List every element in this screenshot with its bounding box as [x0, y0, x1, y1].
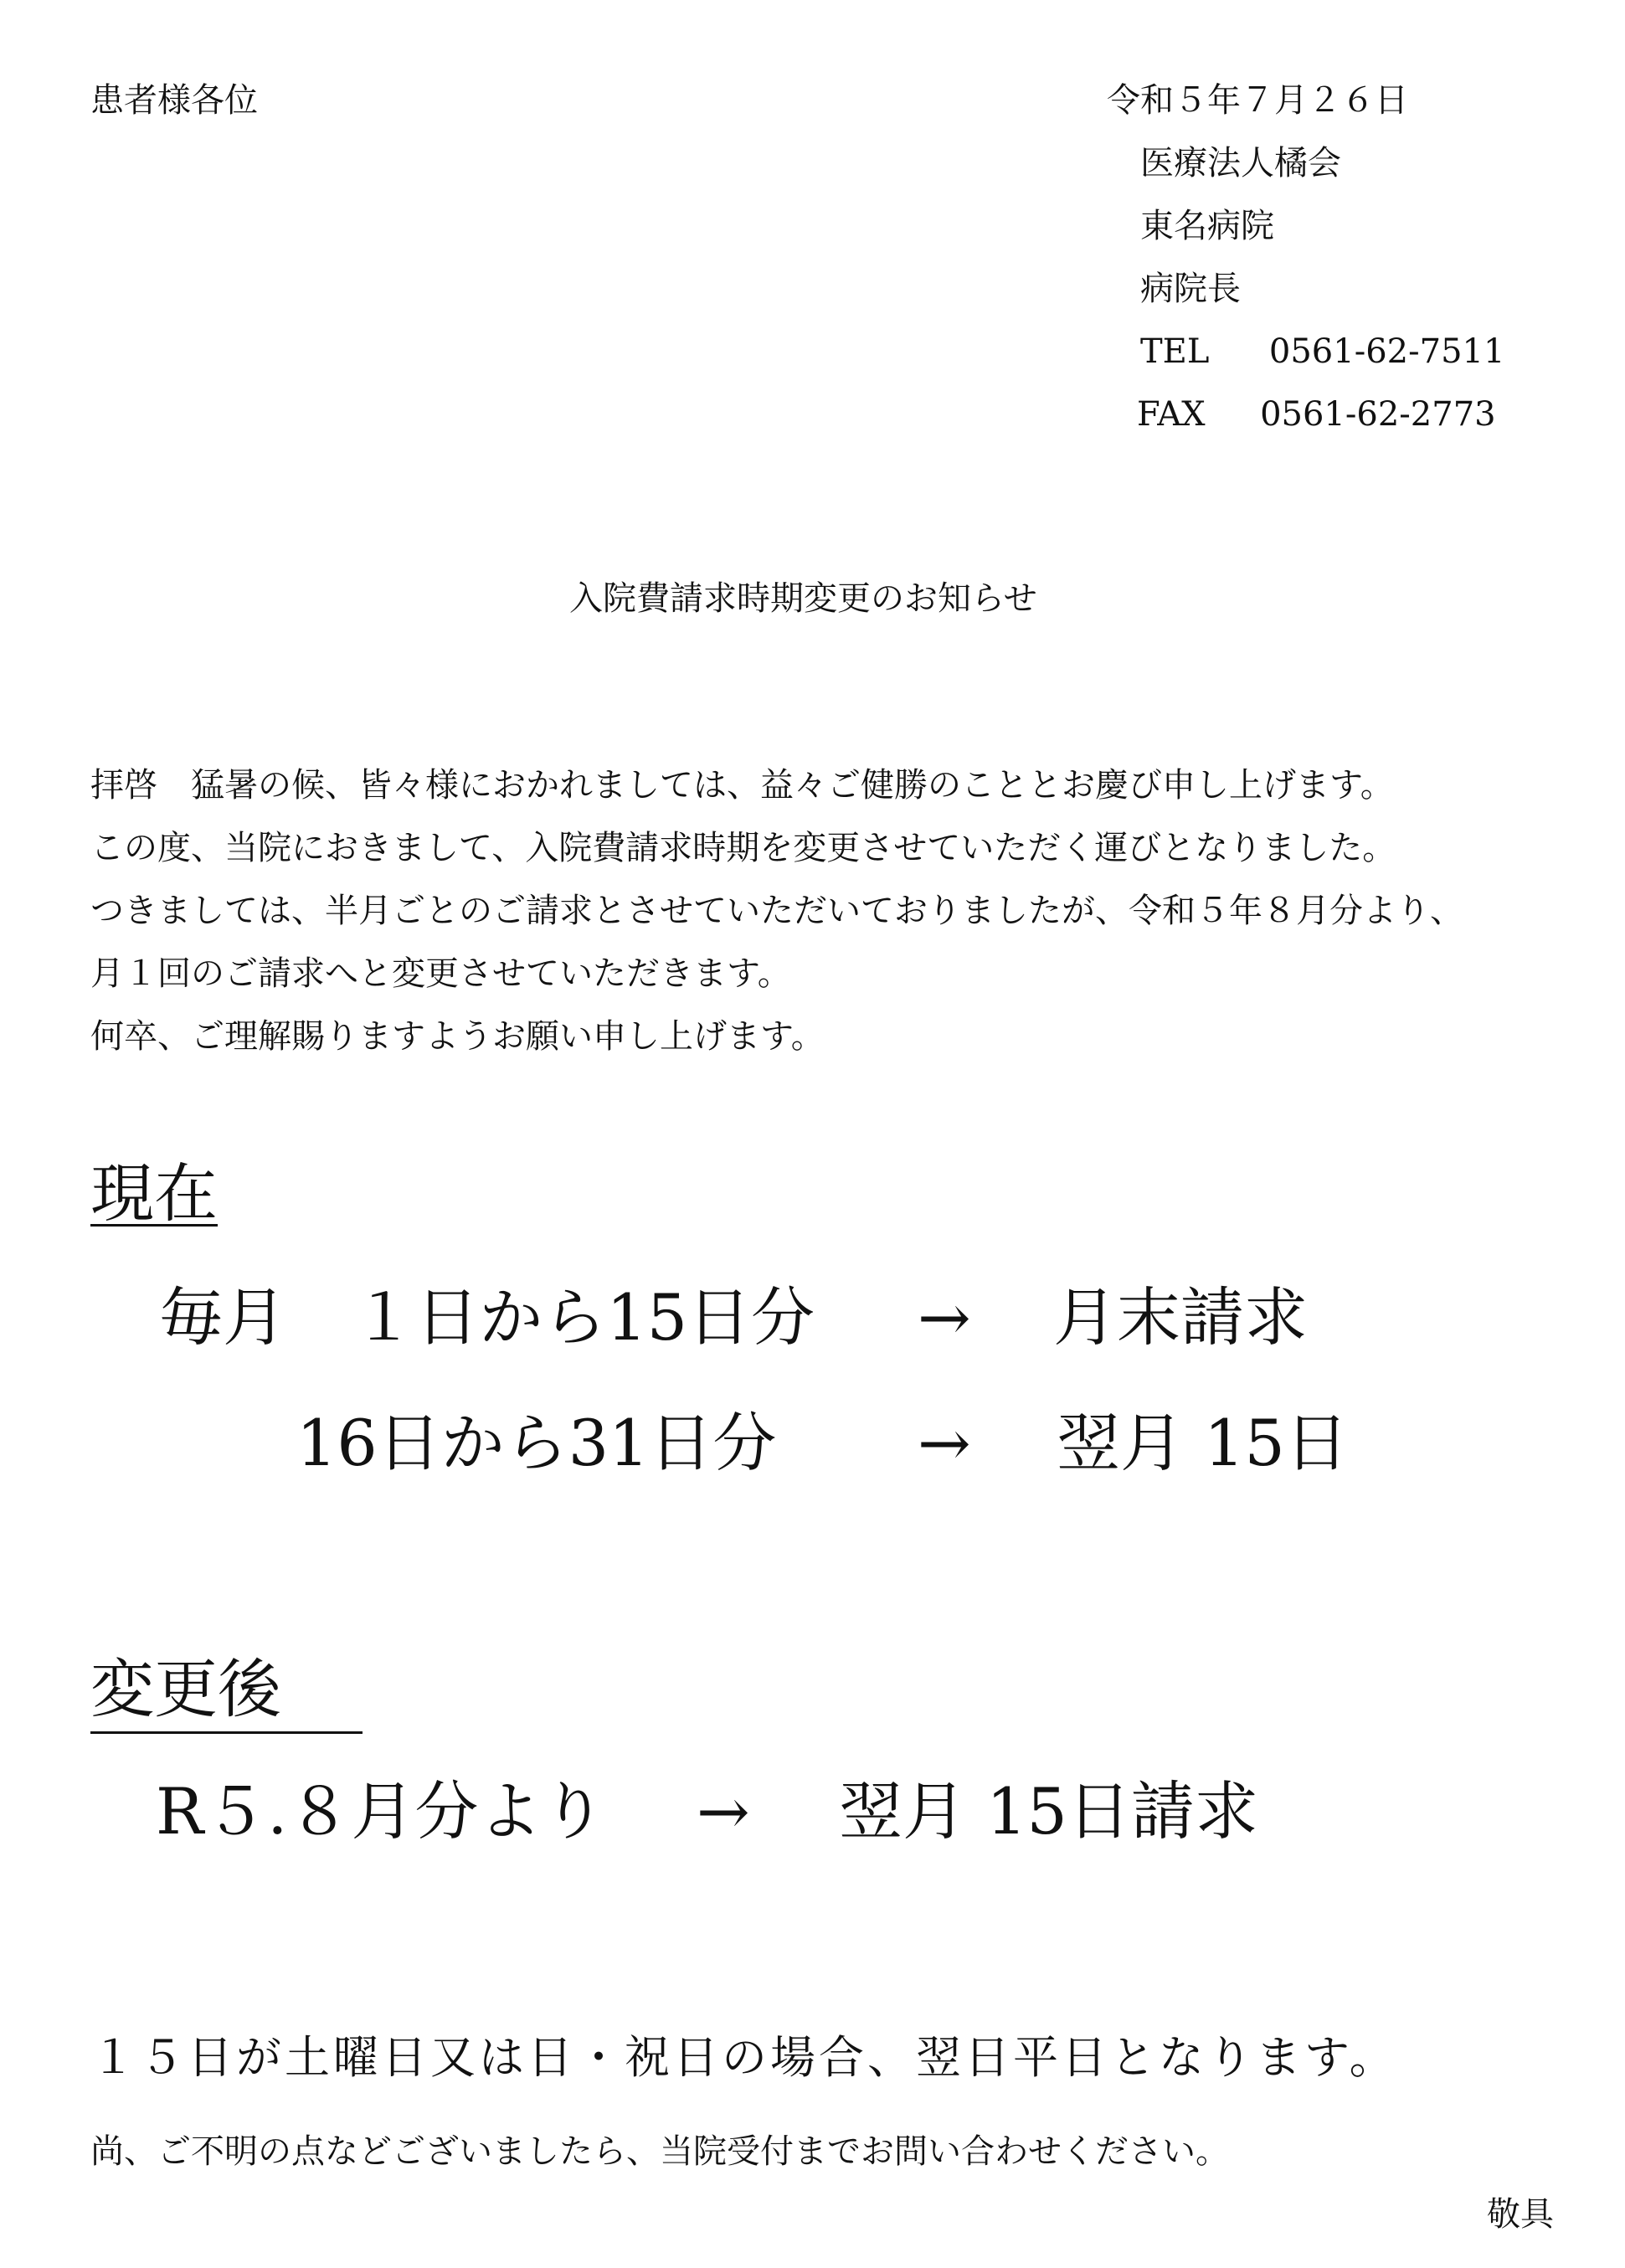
body-line: この度、当院におきまして、入院費請求時期を変更させていただく運びとなりました。: [90, 829, 1396, 867]
hospital-name: 東名病院: [1140, 207, 1274, 245]
closing-text: 敬具: [1487, 2195, 1554, 2234]
after-heading-underline: [90, 1731, 363, 1734]
current-row-2-arrow: →: [918, 1406, 971, 1480]
current-row-1-arrow: →: [918, 1280, 971, 1355]
current-heading: 現在: [90, 1156, 218, 1231]
current-row-1: [159, 1280, 815, 1355]
after-row-1-result: 翌月 15日請求: [839, 1774, 1258, 1849]
notice-title: 入院費請求時期変更のお知らせ: [569, 579, 1037, 618]
tel-line: [1140, 332, 1505, 371]
current-row-2-range: 16日から31日分: [296, 1406, 777, 1480]
date: 令和５年７月２６日: [1107, 81, 1408, 120]
current-row-1-range: １日から15日分: [352, 1280, 815, 1355]
after-row-1-arrow: →: [697, 1774, 750, 1849]
inquiry-text: 尚、ご不明の点などございましたら、当院受付までお問い合わせください。: [90, 2132, 1229, 2171]
fax-line: [1137, 395, 1496, 434]
current-row-1-prefix: 毎月: [159, 1280, 286, 1355]
tel-number: 0561-62-7511: [1268, 332, 1505, 371]
body-line: 何卒、ご理解賜りますようお願い申し上げます。: [90, 1017, 825, 1056]
body-line: 拝啓 猛暑の候、皆々様におかれましては、益々ご健勝のこととお慶び申し上げます。: [90, 766, 1394, 805]
organization-name: 医療法人橘会: [1140, 144, 1341, 183]
sender-position: 病院長: [1140, 270, 1241, 308]
after-heading: 変更後: [90, 1652, 281, 1726]
body-line: つきましては、半月ごとのご請求とさせていただいておりましたが、令和５年８月分より、: [90, 892, 1463, 930]
after-row-1-range: R５.８月分より: [156, 1774, 606, 1849]
current-row-2-result: 翌月 15日: [1057, 1406, 1349, 1480]
fax-number: 0561-62-2773: [1260, 395, 1496, 434]
weekend-note: １５日が土曜日又は日・祝日の場合、翌日平日となります。: [90, 2031, 1398, 2084]
addressee: 患者様各位: [90, 81, 258, 120]
current-row-1-result: 月末請求: [1053, 1280, 1308, 1355]
fax-label: FAX: [1137, 395, 1206, 434]
tel-label: TEL: [1140, 332, 1210, 371]
body-line: 月１回のご請求へと変更させていただきます。: [90, 954, 791, 993]
